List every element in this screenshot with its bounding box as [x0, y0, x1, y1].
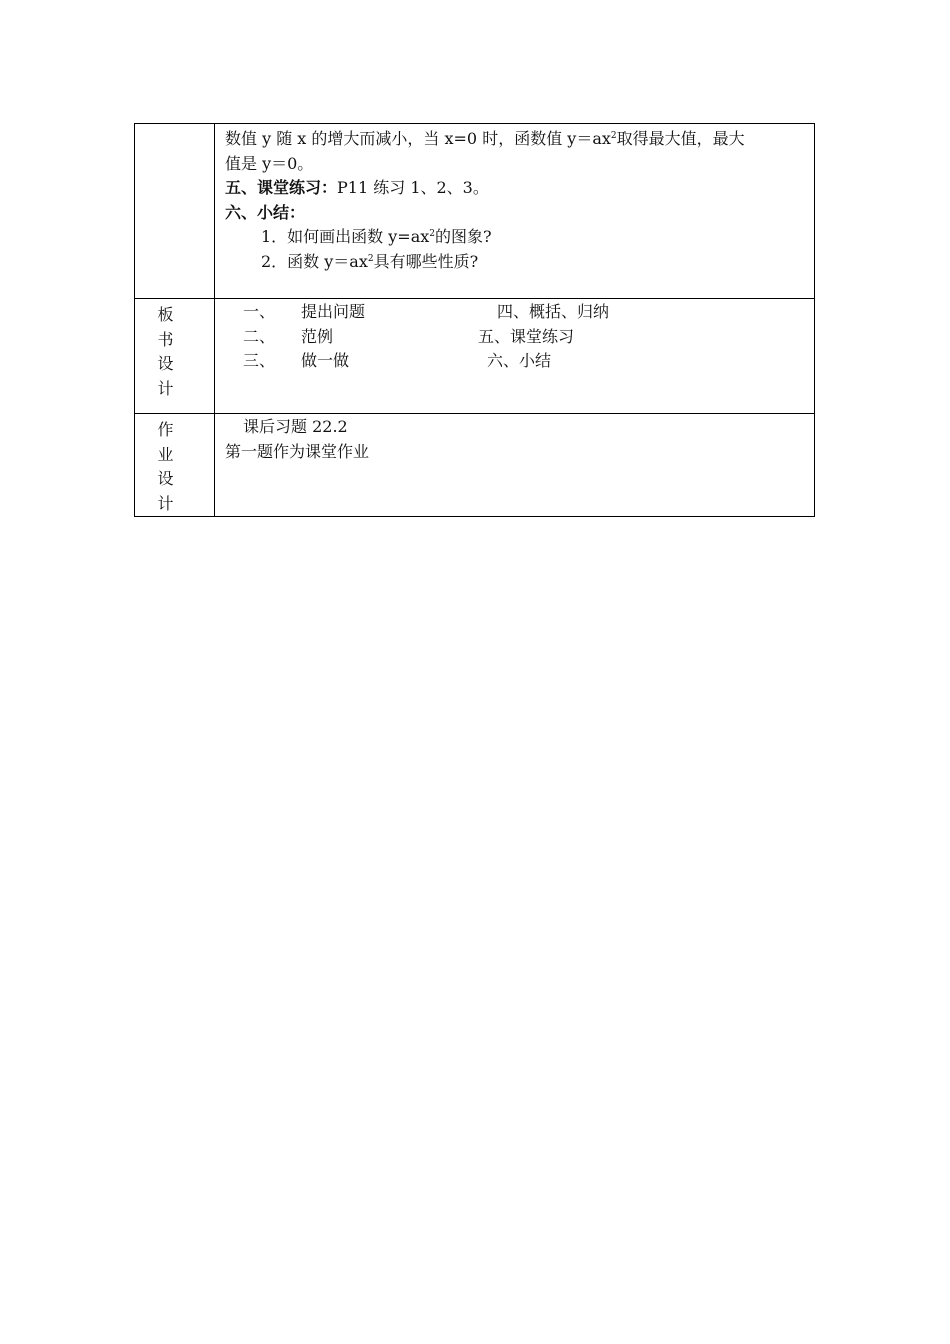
property-text-b: 取得最大值，最大 [616, 129, 745, 148]
practice-heading: 五、课堂练习： [225, 178, 338, 197]
property-text-a: 数值 y 随 x 的增大而减小，当 x=0 时，函数值 y＝ax [225, 129, 611, 148]
board-item-right: 四、概括、归纳 [497, 302, 610, 321]
practice-text: P11 练习 1、2、3。 [337, 178, 489, 197]
board-design-row [135, 299, 815, 414]
q1-text-b: 的图象? [435, 227, 492, 246]
summary-question-2 [225, 250, 806, 275]
exponent: 2 [367, 253, 374, 264]
homework-row [135, 414, 815, 517]
q1-text-a: 1．如何画出函数 y=ax [261, 227, 430, 246]
property-text-line-2: 值是 y＝0。 [225, 153, 314, 173]
board-design-label [135, 299, 214, 401]
board-item: 提出问题 [301, 302, 366, 321]
label-char: 计 [157, 378, 174, 398]
label-char: 作 [157, 420, 174, 439]
board-item-number: 二、 [243, 326, 276, 346]
q2-text-a: 2．函数 y＝ax [261, 251, 368, 271]
board-line-3 [225, 349, 806, 374]
summary-question-1 [225, 225, 806, 250]
summary-label-cell [135, 124, 215, 299]
exponent: 2 [429, 229, 436, 239]
homework-content-cell [215, 414, 815, 517]
label-char: 书 [157, 329, 174, 349]
q2-text-b: 具有哪些性质? [373, 251, 479, 271]
board-item: 范例 [301, 326, 334, 346]
summary-row [135, 124, 815, 299]
board-design-label-cell [135, 299, 215, 414]
board-line-1 [225, 300, 806, 325]
lesson-plan-table [134, 123, 815, 517]
practice-line [225, 176, 806, 201]
label-char: 设 [157, 354, 174, 373]
label-char: 业 [157, 444, 174, 464]
board-line-2 [225, 325, 806, 350]
board-design-content-cell [215, 299, 815, 414]
board-item-right: 六、小结 [487, 351, 552, 370]
board-item-number: 三、 [243, 351, 276, 370]
board-item: 做一做 [301, 351, 350, 370]
summary-heading: 六、小结： [225, 202, 306, 222]
label-char: 设 [157, 469, 174, 488]
homework-label [135, 414, 214, 516]
board-item-number: 一、 [243, 302, 276, 321]
label-char: 板 [157, 305, 174, 324]
board-item-right: 五、课堂练习 [478, 326, 575, 346]
exponent: 2 [610, 131, 617, 141]
property-text-line-1 [225, 127, 806, 152]
label-char: 计 [157, 493, 174, 513]
homework-label-cell [135, 414, 215, 517]
homework-line-2: 第一题作为课堂作业 [225, 441, 370, 461]
homework-line-1: 课后习题 22.2 [243, 417, 348, 436]
summary-content-cell [215, 124, 815, 299]
